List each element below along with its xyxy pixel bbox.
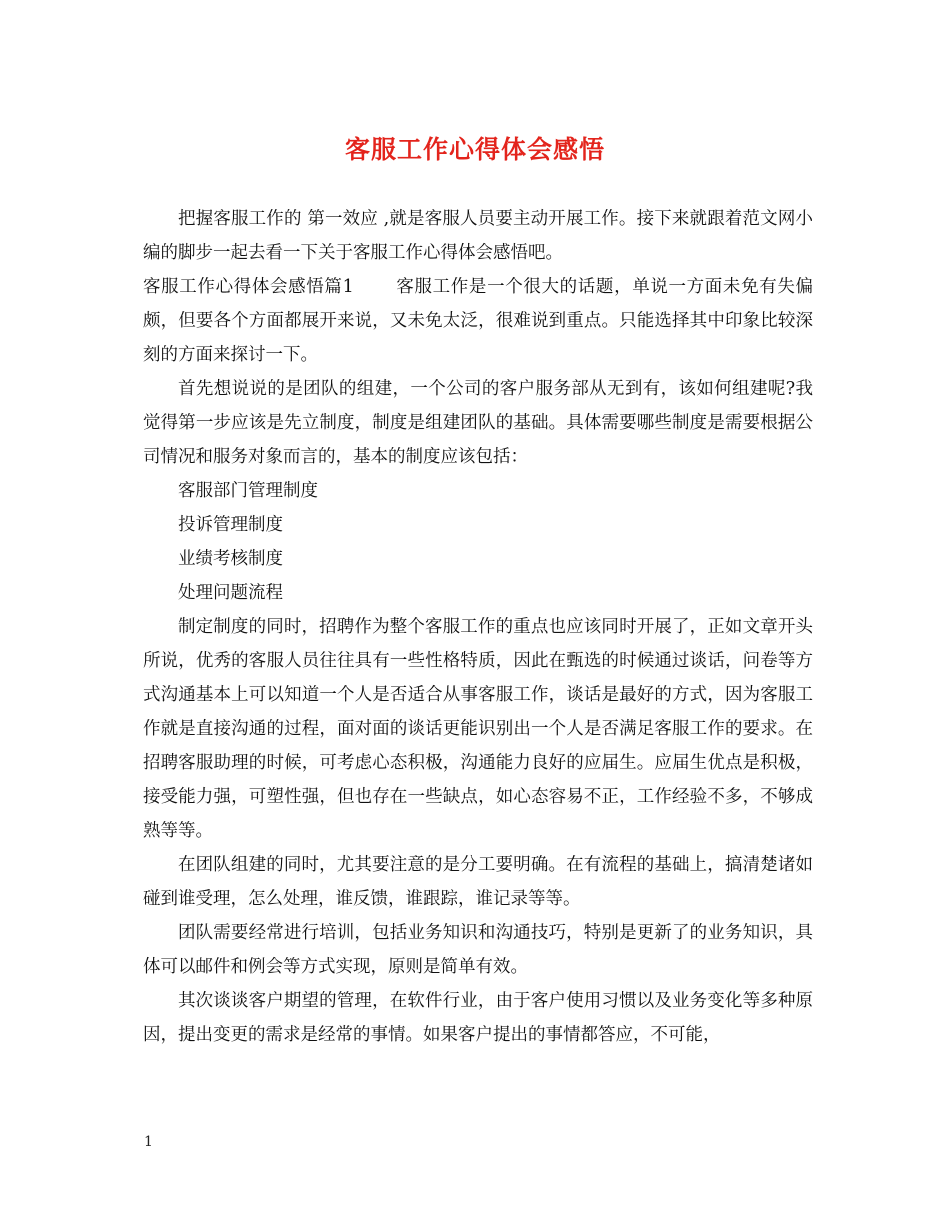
section-heading: 客服工作心得体会感悟篇1 — [143, 277, 354, 297]
list-item: 处理问题流程 — [178, 583, 283, 603]
section-first-text: 客服工作是一个很大的话题，单说一方面未免有失偏颇，但要各个方面都展开来说，又未免太泛，很难说到重点。只能选择其中印象比较深刻的方面来探讨一下。 — [143, 277, 814, 365]
document-body — [143, 202, 813, 1052]
list-item: 业绩考核制度 — [178, 549, 283, 569]
list-item: 投诉管理制度 — [178, 515, 283, 535]
division-paragraph: 在团队组建的同时，尤其要注意的是分工要明确。在有流程的基础上，搞清楚诸如碰到谁受理，怎么处理，谁反馈，谁跟踪，谁记录等等。 — [143, 855, 813, 909]
document-title: 客服工作心得体会感悟 — [344, 135, 605, 164]
team-paragraph: 首先想说说的是团队的组建，一个公司的客户服务部从无到有，该如何组建呢?我觉得第一步应该是先立制度，制度是组建团队的基础。具体需要哪些制度是需要根据公司情况和服务对象而言的，基本的制度应该包括： — [143, 379, 813, 467]
page-number: 1 — [144, 1134, 153, 1150]
intro-paragraph: 把握客服工作的 第一效应 ,就是客服人员要主动开展工作。接下来就跟着范文网小编的脚步一起去看一下关于客服工作心得体会感悟吧。 — [143, 209, 813, 263]
section-paragraph — [143, 270, 813, 372]
recruit-paragraph: 制定制度的同时，招聘作为整个客服工作的重点也应该同时开展了，正如文章开头所说，优秀的客服人员往往具有一些性格特质，因此在甄选的时候通过谈话，问卷等方式沟通基本上可以知道一个人是否适合从事客服工作，谈话是最好的方式，因为客服工作就是直接沟通的过程，面对面的谈话更能识别出一个人是否满足客服工作的要求。在招聘客服助理的时候，可考虑心态积极，沟通能力良好的应届生。应届生优点是积极，接受能力强，可塑性强，但也存在一些缺点，如心态容易不正，工作经验不多，不够成熟等等。 — [143, 617, 813, 841]
list-item: 客服部门管理制度 — [178, 481, 318, 501]
expectation-paragraph: 其次谈谈客户期望的管理，在软件行业，由于客户使用习惯以及业务变化等多种原因，提出变更的需求是经常的事情。如果客户提出的事情都答应，不可能， — [143, 991, 813, 1045]
training-paragraph: 团队需要经常进行培训，包括业务知识和沟通技巧，特别是更新了的业务知识，具体可以邮件和例会等方式实现，原则是简单有效。 — [143, 923, 813, 977]
